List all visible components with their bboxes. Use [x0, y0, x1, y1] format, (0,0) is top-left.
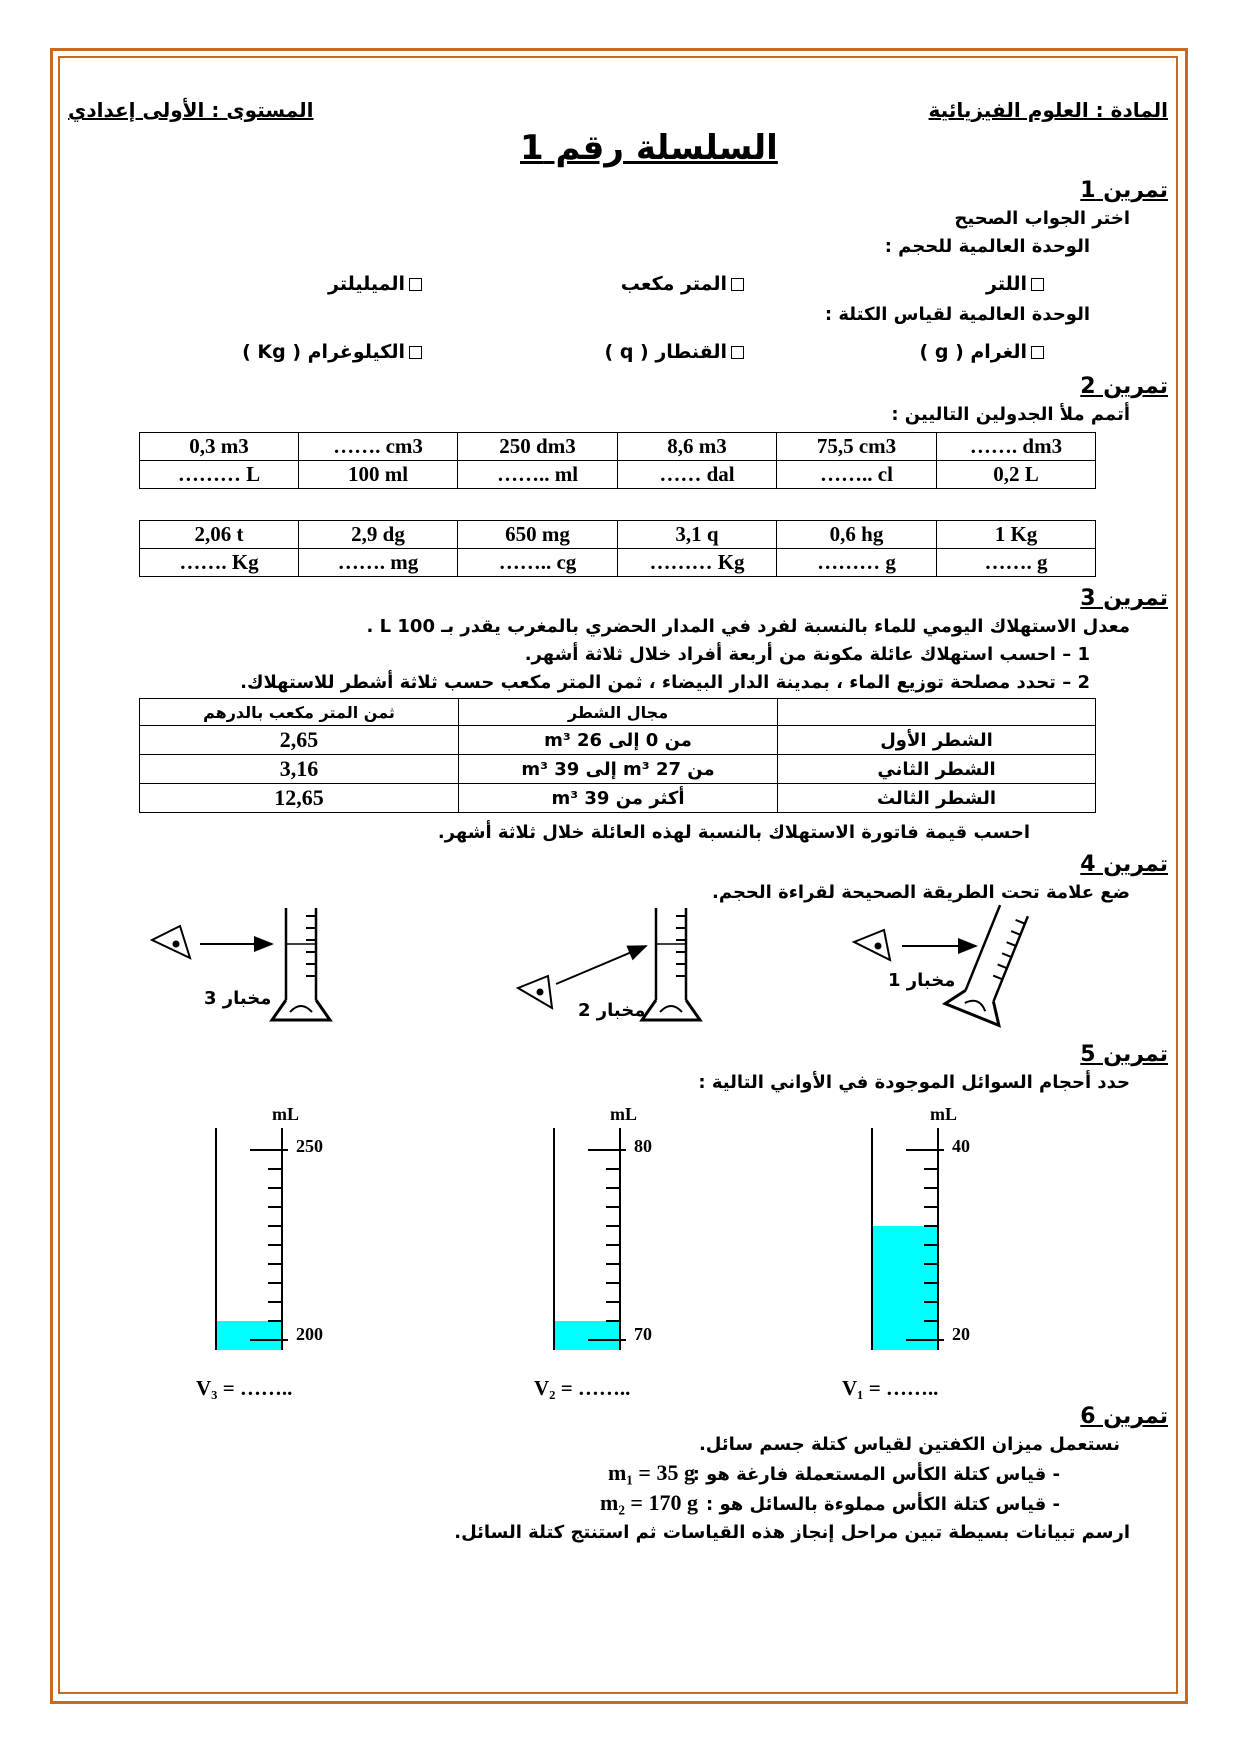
unit-label: mL [930, 1104, 957, 1124]
table-cell[interactable]: ……… g [777, 549, 937, 577]
cylinder-1-label: مخبار 1 [888, 970, 956, 991]
unit-label: mL [610, 1104, 637, 1124]
page-title: السلسلة رقم 1 [520, 128, 778, 168]
ex1-q1-option[interactable]: اللتر [986, 273, 1044, 295]
top-mark: 80 [634, 1136, 652, 1156]
v1-answer[interactable]: V₁ = …….. [842, 1376, 939, 1400]
tier-price: 12,65 [140, 784, 459, 813]
v2-answer[interactable]: V₂ = …….. [534, 1376, 631, 1400]
mass-conversion-table [139, 520, 1096, 577]
ex6-title: تمرين 6 [1080, 1404, 1168, 1429]
table-cell[interactable]: ……… Kg [618, 549, 777, 577]
liquid-fill [554, 1321, 620, 1350]
tier-name: الشطر الثاني [778, 755, 1096, 784]
ex2-title: تمرين 2 [1080, 374, 1168, 399]
tier-range: من 27 m³ إلى 39 m³ [459, 755, 778, 784]
eye-icon [152, 926, 190, 958]
table-cell[interactable]: …… dal [618, 461, 777, 489]
table-row [140, 726, 1096, 755]
m1-value: m₁ = 35 g [608, 1460, 695, 1485]
ex1-instruction: اختر الجواب الصحيح [954, 208, 1130, 229]
table-cell: 650 mg [458, 521, 618, 549]
top-mark: 250 [296, 1136, 323, 1156]
eye-icon [854, 930, 890, 960]
table-header [778, 699, 1096, 726]
table-cell[interactable]: …….. cg [458, 549, 618, 577]
table-cell[interactable]: ……. g [937, 549, 1096, 577]
table-cell: 1 Kg [937, 521, 1096, 549]
price-table [139, 698, 1096, 813]
table-cell[interactable]: ……. cm3 [299, 433, 458, 461]
reading-methods-diagram [0, 900, 1240, 1060]
table-cell[interactable]: ……. mg [299, 549, 458, 577]
ex6-line3: - قياس كتلة الكأس مملوءة بالسائل هو : [706, 1494, 1060, 1515]
ex1-title: تمرين 1 [1080, 178, 1168, 203]
table-cell: 0,6 hg [777, 521, 937, 549]
checkbox-icon[interactable] [731, 278, 744, 291]
cylinder-3-label: مخبار 3 [204, 988, 272, 1009]
tier-price: 3,16 [140, 755, 459, 784]
checkbox-icon[interactable] [1031, 278, 1044, 291]
table-cell: 100 ml [299, 461, 458, 489]
table-row [140, 755, 1096, 784]
v3-answer[interactable]: V₃ = …….. [196, 1376, 293, 1400]
table-cell: 250 dm3 [458, 433, 618, 461]
bottom-mark: 70 [634, 1324, 652, 1344]
ex3-line1: معدل الاستهلاك اليومي للماء بالنسبة لفرد في المدار الحضري بالمغرب يقدر بـ 100 L . [366, 616, 1130, 637]
subject-header: المادة : العلوم الفيزيائية [928, 98, 1168, 122]
ex3-question: احسب قيمة فاتورة الاستهلاك بالنسبة لهذه العائلة خلال ثلاثة أشهر. [437, 822, 1030, 843]
ex1-q1-option[interactable]: الميليلتر [328, 273, 422, 295]
table-row [140, 784, 1096, 813]
ex3-title: تمرين 3 [1080, 586, 1168, 611]
cylinder-v2 [548, 1128, 638, 1352]
graduated-cylinders [0, 1100, 1240, 1410]
cylinder-1-group[interactable] [854, 900, 1041, 1025]
checkbox-icon[interactable] [731, 346, 744, 359]
tier-range: من 0 إلى 26 m³ [459, 726, 778, 755]
tier-name: الشطر الأول [778, 726, 1096, 755]
ex1-q2-option[interactable]: الكيلوغرام ( Kg ) [242, 341, 422, 363]
table-cell: 2,06 t [140, 521, 299, 549]
table-cell[interactable]: …….. cl [777, 461, 937, 489]
ex1-q1-option[interactable]: المتر مكعب [621, 273, 744, 295]
table-cell: 0,2 L [937, 461, 1096, 489]
ex4-instruction: ضع علامة تحت الطريقة الصحيحة لقراءة الحجم. [712, 882, 1130, 903]
ex3-line3: 2 – تحدد مصلحة توزيع الماء ، بمدينة الدار البيضاء ، ثمن المتر مكعب حسب ثلاثة أشطر للاستهلاك. [240, 672, 1090, 693]
checkbox-icon[interactable] [1031, 346, 1044, 359]
table-header: مجال الشطر [459, 699, 778, 726]
ex6-line2: - قياس كتلة الكأس المستعملة فارغة هو : [692, 1464, 1060, 1485]
checkbox-icon[interactable] [409, 278, 422, 291]
table-cell: 75,5 cm3 [777, 433, 937, 461]
liquid-fill [216, 1321, 282, 1350]
table-cell[interactable]: ……… L [140, 461, 299, 489]
tier-range: أكثر من 39 m³ [459, 784, 778, 813]
ex5-instruction: حدد أحجام السوائل الموجودة في الأواني التالية : [698, 1072, 1130, 1093]
table-cell: 0,3 m3 [140, 433, 299, 461]
bottom-mark: 20 [952, 1324, 970, 1344]
ex4-title: تمرين 4 [1080, 852, 1168, 877]
table-cell[interactable]: …….. ml [458, 461, 618, 489]
ex1-q1: الوحدة العالمية للحجم : [884, 236, 1090, 257]
cylinder-v1 [866, 1128, 956, 1352]
ex5-title: تمرين 5 [1080, 1042, 1168, 1067]
table-header: ثمن المتر مكعب بالدرهم [140, 699, 459, 726]
ex1-q2: الوحدة العالمية لقياس الكتلة : [824, 304, 1090, 325]
table-cell: 8,6 m3 [618, 433, 777, 461]
ex6-line1: نستعمل ميزان الكفتين لقياس كتلة جسم سائل. [698, 1434, 1120, 1455]
tier-price: 2,65 [140, 726, 459, 755]
top-mark: 40 [952, 1136, 970, 1156]
eye-icon [518, 976, 552, 1008]
table-cell: 3,1 q [618, 521, 777, 549]
table-cell[interactable]: ……. Kg [140, 549, 299, 577]
table-cell[interactable]: ……. dm3 [937, 433, 1096, 461]
ex1-q2-option[interactable]: الغرام ( g ) [920, 341, 1044, 363]
checkbox-icon[interactable] [409, 346, 422, 359]
ex1-q2-option[interactable]: القنطار ( q ) [605, 341, 745, 363]
cylinder-v3 [210, 1128, 300, 1352]
ex2-instruction: أتمم ملأ الجدولين التاليين : [891, 404, 1130, 425]
ex3-line2: 1 – احسب استهلاك عائلة مكونة من أربعة أفراد خلال ثلاثة أشهر. [524, 644, 1090, 665]
level-header: المستوى : الأولى إعدادي [68, 98, 314, 122]
tier-name: الشطر الثالث [778, 784, 1096, 813]
m2-value: m₂ = 170 g [600, 1490, 698, 1515]
unit-label: mL [272, 1104, 299, 1124]
cylinder-2-label: مخبار 2 [578, 1000, 646, 1021]
bottom-mark: 200 [296, 1324, 323, 1344]
table-cell: 2,9 dg [299, 521, 458, 549]
ex6-line4: ارسم تبيانات بسيطة تبين مراحل إنجاز هذه القياسات ثم استنتج كتلة السائل. [454, 1522, 1130, 1543]
volume-conversion-table [139, 432, 1096, 489]
